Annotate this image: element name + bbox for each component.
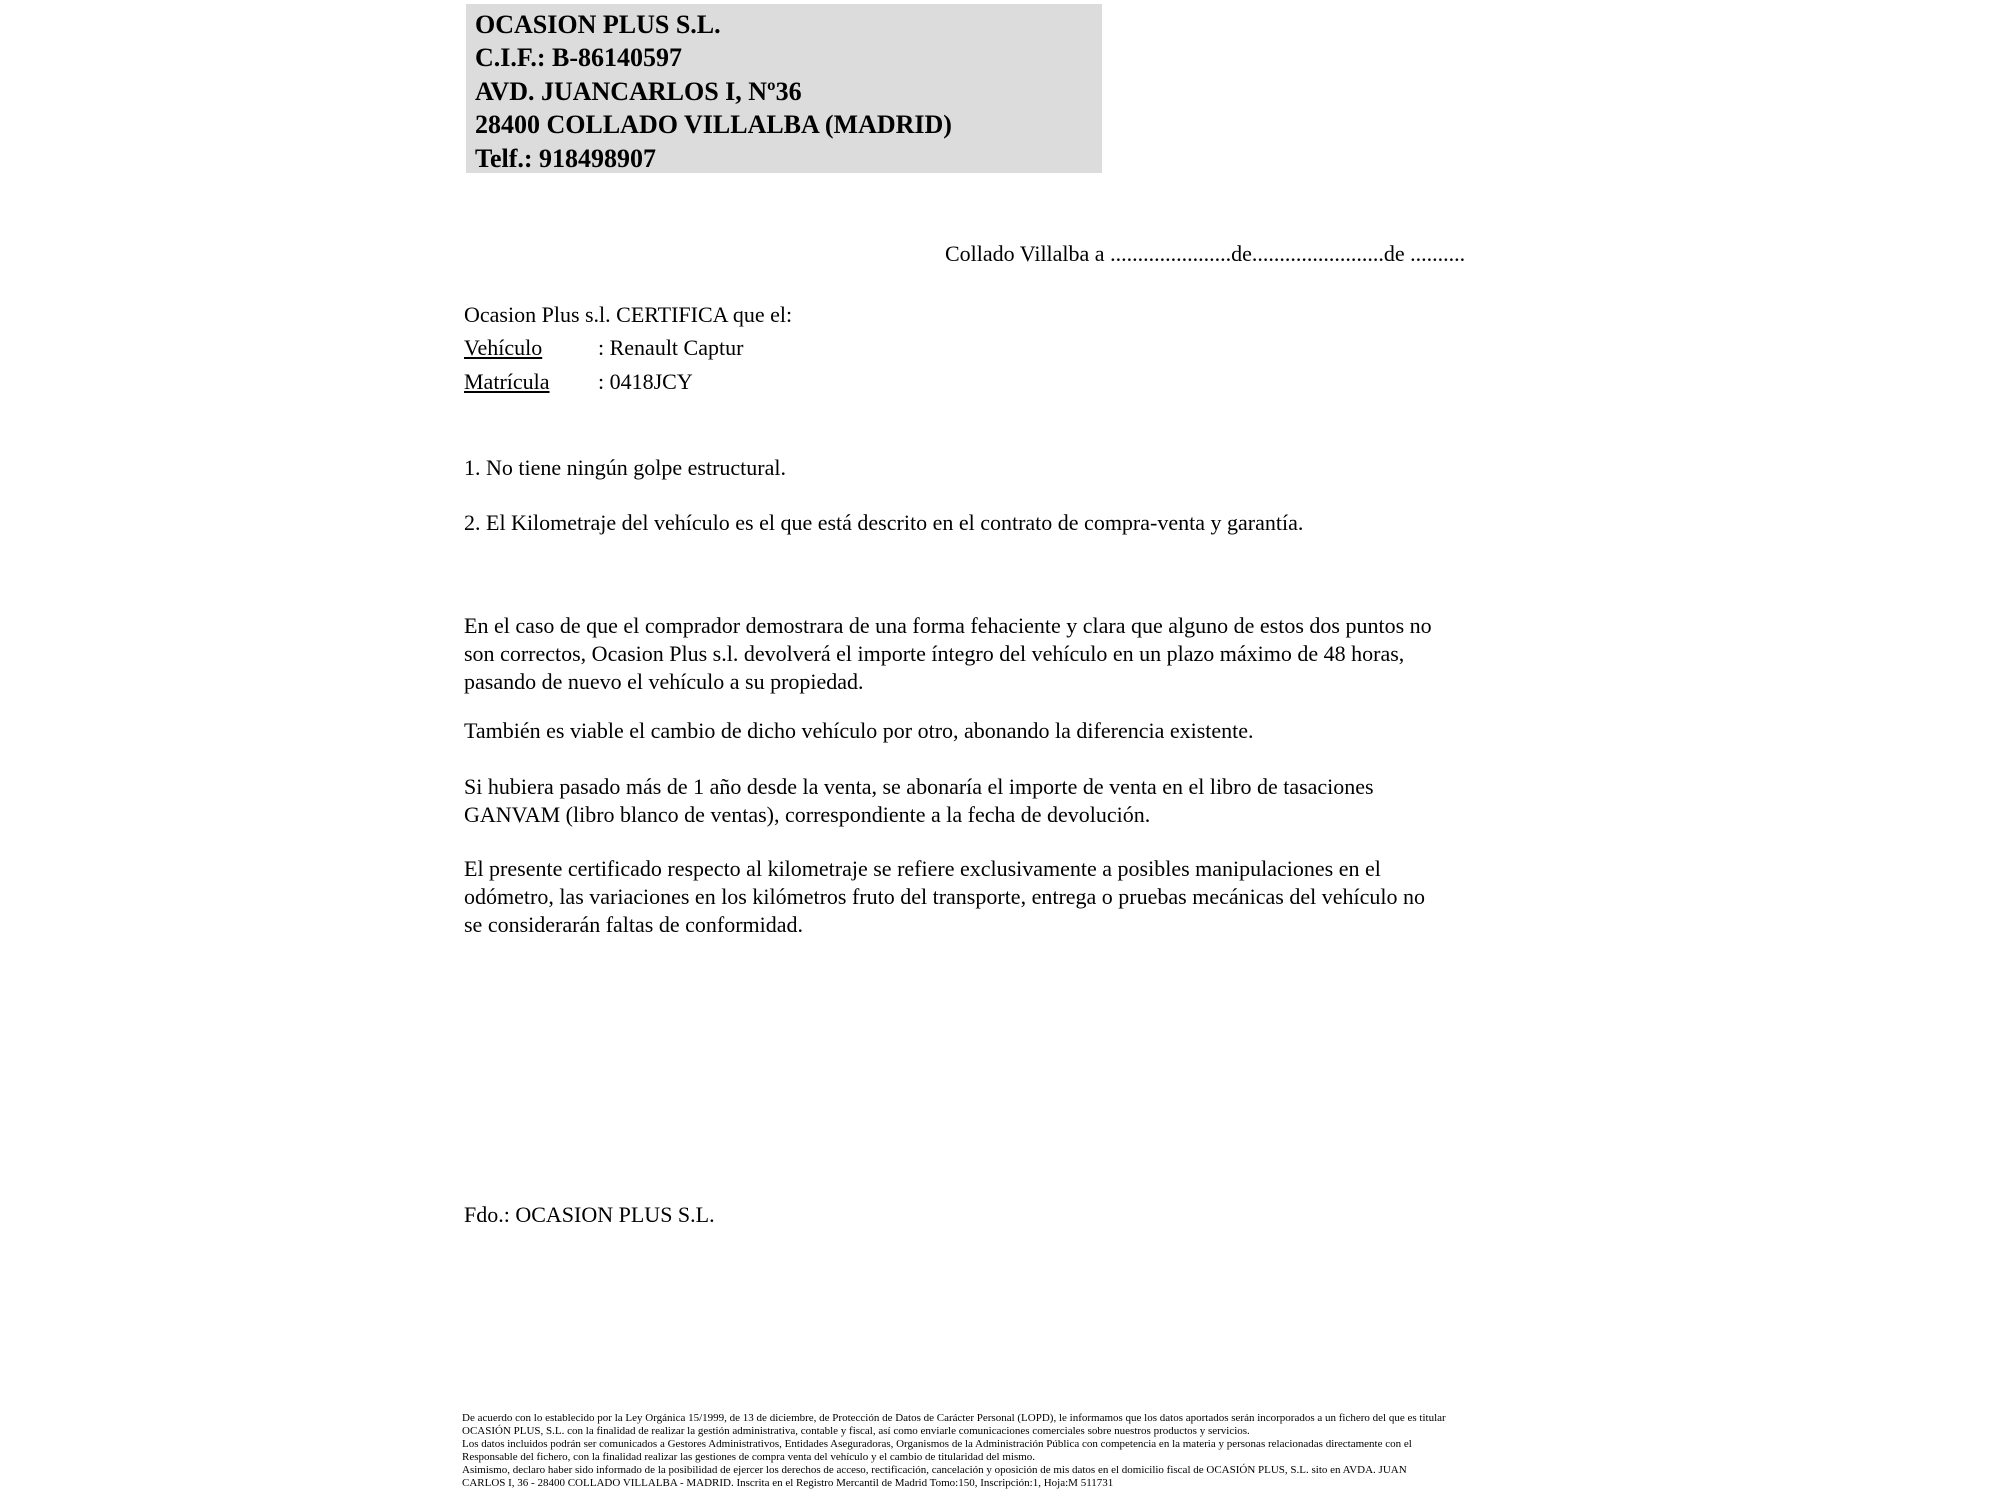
vehicle-value: : Renault Captur <box>598 335 744 361</box>
certified-point-1: 1. No tiene ningún golpe estructural. <box>464 455 786 480</box>
company-header-box <box>466 4 1102 173</box>
plate-line <box>464 365 792 398</box>
paragraph-refund <box>464 612 1574 695</box>
company-phone: Telf.: 918498907 <box>475 143 657 173</box>
paragraph-ganvam-line: Si hubiera pasado más de 1 año desde la venta, se abonaría el importe de venta en el libro de tasaciones <box>464 774 1374 799</box>
paragraph-odometer-line: se considerarán faltas de conformidad. <box>464 911 804 937</box>
paragraph-odometer-line: odómetro, las variaciones en los kilómetros fruto del transporte, entrega o pruebas mecánicas del vehículo no <box>464 883 1425 909</box>
company-address: AVD. JUANCARLOS I, Nº36 <box>475 76 802 106</box>
paragraph-ganvam-line: GANVAM (libro blanco de ventas), correspondiente a la fecha de devolución. <box>464 801 1151 827</box>
company-cif: C.I.F.: B-86140597 <box>475 43 683 73</box>
paragraph-ganvam <box>464 773 1574 829</box>
plate-label: Matrícula <box>464 368 550 394</box>
legal-footer-line: De acuerdo con lo establecido por la Ley Orgánica 15/1999, de 13 de diciembre, de Protección de Datos de Carácter Personal (LOPD), le informamos que los datos aportados serán incorporados a un fichero del que es titular <box>462 1412 1446 1424</box>
paragraph-refund-line: pasando de nuevo el vehículo a su propiedad. <box>464 668 864 694</box>
legal-footer-line: Asimismo, declaro haber sido informado de la posibilidad de ejercer los derechos de acceso, rectificación, cancelación y oposición de mis datos en el domicilio fiscal de OCASIÓN PLUS, S.L. sito en AVDA. JUAN <box>462 1464 1407 1477</box>
legal-footer-line: OCASIÓN PLUS, S.L. con la finalidad de realizar la gestión administrativa, contable y fiscal, así como enviarle comunicaciones comerciales sobre nuestros productos y servicios. <box>462 1425 1250 1438</box>
paragraph-exchange-line: También es viable el cambio de dicho vehículo por otro, abonando la diferencia existente. <box>464 718 1254 743</box>
signature-line: Fdo.: OCASION PLUS S.L. <box>464 1202 715 1227</box>
vehicle-label: Vehículo <box>464 335 543 361</box>
certified-point-2: 2. El Kilometraje del vehículo es el que está descrito en el contrato de compra-venta y garantía. <box>464 510 1304 535</box>
legal-footer <box>462 1412 1552 1491</box>
place-date-line: Collado Villalba a ......................de........................de .......... <box>945 241 1466 266</box>
legal-footer-line: CARLOS I, 36 - 28400 COLLADO VILLALBA - MADRID. Inscrita en el Registro Mercantil de Madrid Tomo:150, Inscripción:1, Hoja:M 511731 <box>462 1477 1114 1490</box>
certification-block <box>464 298 792 398</box>
vehicle-line <box>464 331 792 364</box>
company-name: OCASION PLUS S.L. <box>475 10 721 39</box>
plate-value: : 0418JCY <box>598 368 693 394</box>
legal-footer-line: Los datos incluidos podrán ser comunicados a Gestores Administrativos, Entidades Aseguradoras, Organismos de la Administración Pública con competencia en la materia y personas relacionadas directamente con el <box>462 1438 1412 1451</box>
certification-intro: Ocasion Plus s.l. CERTIFICA que el: <box>464 302 793 327</box>
legal-footer-line: Responsable del fichero, con la finalidad realizar las gestiones de compra venta del vehículo y el cambio de titularidad del mismo. <box>462 1451 1036 1464</box>
paragraph-refund-line: son correctos, Ocasion Plus s.l. devolverá el importe íntegro del vehículo en un plazo máximo de 48 horas, <box>464 640 1405 666</box>
paragraph-exchange <box>464 717 1574 745</box>
paragraph-odometer-line: El presente certificado respecto al kilometraje se refiere exclusivamente a posibles manipulaciones en el <box>464 856 1381 881</box>
paragraph-refund-line: En el caso de que el comprador demostrara de una forma fehaciente y clara que alguno de estos dos puntos no <box>464 613 1432 638</box>
paragraph-odometer <box>464 855 1574 938</box>
company-city: 28400 COLLADO VILLALBA (MADRID) <box>475 110 952 140</box>
